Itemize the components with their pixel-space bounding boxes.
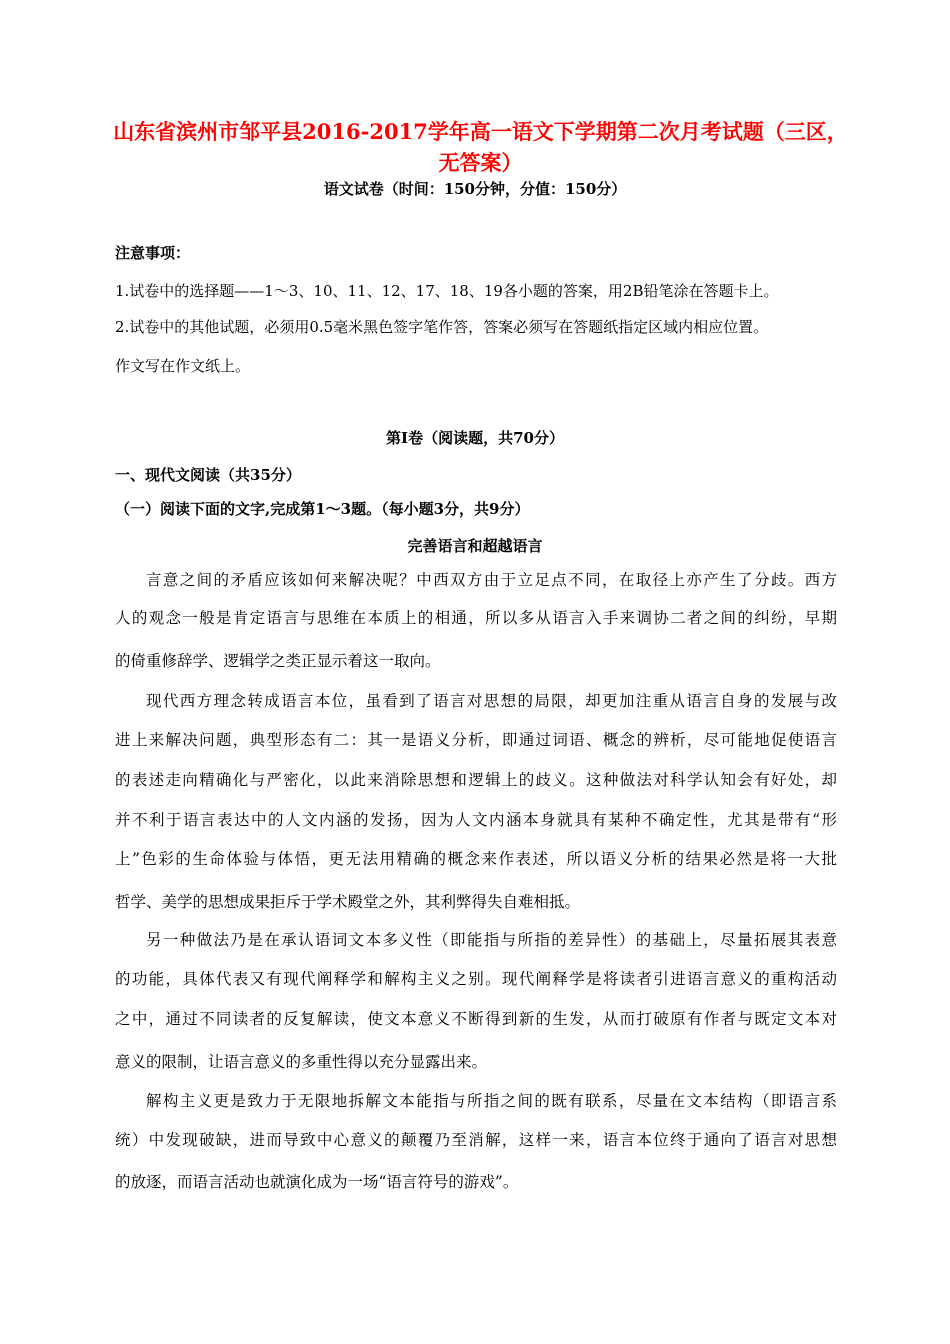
article-line: 的表述走向精确化与严密化，以此来消除思想和逻辑上的歧义。这种做法对科学认知会有好处，却 — [115, 771, 837, 789]
article-line: 言意之间的矛盾应该如何来解决呢？中西双方由于立足点不同，在取径上亦产生了分歧。西方 — [146, 571, 837, 589]
article-line: 并不利于语言表达中的人文内涵的发扬，因为人文内涵本身就具有某种不确定性，尤其是带有“形 — [115, 811, 837, 829]
note-item: 1.试卷中的选择题——1～3、10、11、12、17、18、19各小题的答案，用2B铅笔涂在答题卡上。 — [115, 282, 779, 300]
part-heading: 第Ⅰ卷（阅读题，共70分） — [386, 429, 564, 447]
document-subtitle: 语文试卷（时间：150分钟，分值：150分） — [323, 180, 627, 198]
article-line: 人的观念一般是肯定语言与思维在本质上的相通，所以多从语言入手来调协二者之间的纠纷，早期 — [115, 609, 837, 627]
article-line: 另一种做法乃是在承认语词文本多义性（即能指与所指的差异性）的基础上，尽量拓展其表意 — [146, 931, 837, 949]
article-line: 哲学、美学的思想成果拒斥于学术殿堂之外，其利弊得失自难相抵。 — [115, 893, 581, 911]
article-line: 的功能，具体代表又有现代阐释学和解构主义之别。现代阐释学是将读者引进语言意义的重构活动 — [115, 970, 837, 988]
article-line: 现代西方理念转成语言本位，虽看到了语言对思想的局限，却更加注重从语言自身的发展与改 — [146, 692, 837, 710]
article-line: 意义的限制，让语言意义的多重性得以充分显露出来。 — [115, 1053, 488, 1071]
article-line: 的倚重修辞学、逻辑学之类正显示着这一取向。 — [115, 652, 441, 670]
article-line: 的放逐，而语言活动也就演化成为一场“语言符号的游戏”。 — [115, 1173, 519, 1191]
article-line: 上”色彩的生命体验与体悟，更无法用精确的概念来作表述，所以语义分析的结果必然是将一大批 — [115, 850, 837, 868]
subsection-heading: （一）阅读下面的文字,完成第1～3题。（每小题3分，共9分） — [115, 500, 530, 518]
section-heading: 一、现代文阅读（共35分） — [115, 466, 301, 484]
document-title: 山东省滨州市邹平县2016-2017学年高一语文下学期第二次月考试题（三区，无答案） — [113, 119, 848, 175]
article-title: 完善语言和超越语言 — [407, 537, 543, 555]
article-line: 解构主义更是致力于无限地拆解文本能指与所指之间的既有联系，尽量在文本结构（即语言系 — [146, 1092, 837, 1110]
notes-heading: 注意事项： — [115, 244, 191, 262]
note-item: 2.试卷中的其他试题，必须用0.5毫米黑色签字笔作答，答案必须写在答题纸指定区域内相应位置。 — [115, 318, 769, 336]
article-line: 统）中发现破缺，进而导致中心意义的颠覆乃至消解，这样一来，语言本位终于通向了语言对思想 — [115, 1131, 837, 1149]
article-line: 进上来解决问题，典型形态有二：其一是语义分析，即通过词语、概念的辨析，尽可能地促使语言 — [115, 731, 837, 749]
note-item: 作文写在作文纸上。 — [115, 357, 251, 375]
article-line: 之中，通过不同读者的反复解读，使文本意义不断得到新的生发，从而打破原有作者与既定文本对 — [115, 1010, 837, 1028]
